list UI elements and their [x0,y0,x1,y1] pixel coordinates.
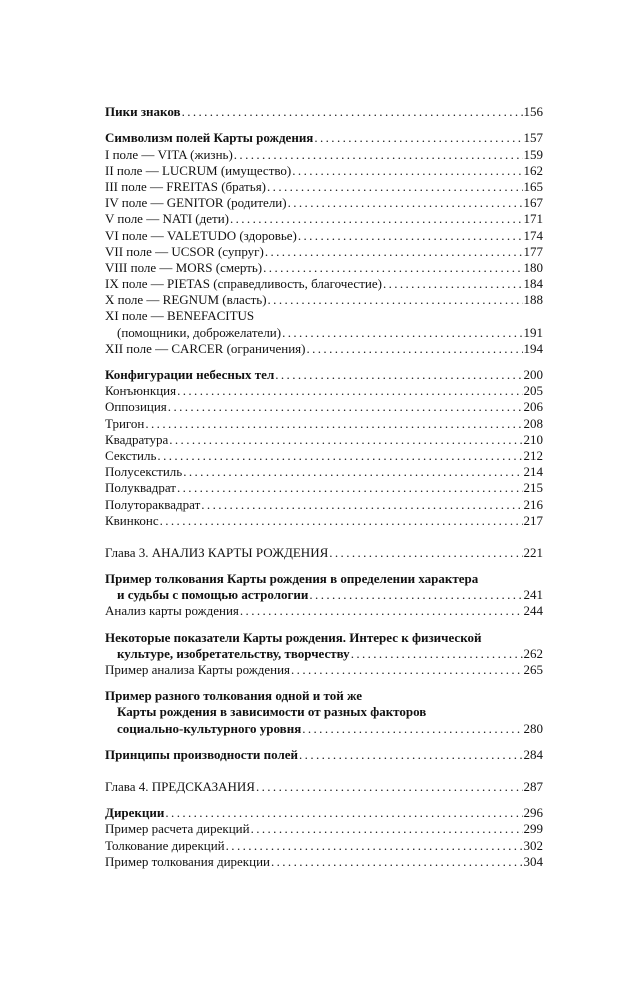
section-gap [105,737,543,747]
toc-entry [105,260,543,276]
toc-entry [105,821,543,837]
toc-entry [105,464,543,480]
toc-entry-page: 165 [523,178,543,194]
toc-entry [105,662,543,678]
dot-leader [177,480,523,496]
toc-entry [105,211,543,227]
table-of-contents [105,104,543,870]
toc-entry-page: 296 [523,805,543,821]
toc-entry-page: 215 [523,480,543,496]
section-gap [105,678,543,688]
toc-entry [105,195,543,211]
toc-entry-page: 304 [523,853,543,869]
dot-leader [201,497,522,513]
toc-entry [105,399,543,415]
dot-leader [169,432,522,448]
dot-leader [302,721,522,737]
dot-leader [309,587,522,603]
toc-entry [105,276,543,292]
toc-entry [105,383,543,399]
toc-entry-page: 188 [523,292,543,308]
toc-entry-title: Полусекстиль [105,464,183,480]
toc-entry-title: Некоторые показатели Карты рождения. Интерес к физической [105,629,482,645]
dot-leader [168,399,523,415]
toc-entry-title: IX поле — PIETAS (справедливость, благочестие) [105,276,382,292]
toc-entry-title: социально-культурного уровня [117,720,302,736]
toc-entry [105,720,543,736]
toc-entry-page: 191 [523,324,543,340]
toc-entry [105,480,543,496]
section-gap [105,561,543,571]
dot-leader [351,646,523,662]
toc-entry [105,415,543,431]
toc-entry-page: 244 [523,603,543,619]
dot-leader [291,662,522,678]
toc-entry-title: Глава 3. АНАЛИЗ КАРТЫ РОЖДЕНИЯ [105,544,329,560]
toc-entry [105,448,543,464]
toc-entry-page: 210 [523,431,543,447]
dot-leader [306,341,522,357]
toc-entry-title: (помощники, доброжелатели) [117,324,282,340]
toc-entry [105,629,543,645]
toc-entry [105,163,543,179]
toc-entry-title: X поле — REGNUM (власть) [105,292,267,308]
section-gap [105,795,543,805]
dot-leader [145,416,522,432]
toc-entry [105,244,543,260]
dot-leader [157,448,522,464]
toc-entry-title: IV поле — GENITOR (родители) [105,195,287,211]
toc-entry-title: Пример расчета дирекций [105,821,250,837]
toc-entry-page: 180 [523,259,543,275]
toc-entry [105,496,543,512]
dot-leader [240,603,523,619]
toc-entry [105,545,543,561]
toc-entry [105,227,543,243]
toc-entry-title: Квадратура [105,431,169,447]
toc-entry-title: Символизм полей Карты рождения [105,130,314,146]
toc-entry-title: Квинконс [105,512,159,528]
section-gap [105,357,543,367]
toc-entry-page: 212 [523,447,543,463]
toc-entry-page: 205 [523,383,543,399]
toc-entry [105,146,543,162]
section-gap [105,120,543,130]
toc-entry-page: 241 [523,587,543,603]
toc-entry [105,571,543,587]
toc-entry-page: 171 [523,211,543,227]
dot-leader [298,228,523,244]
toc-entry-page: 194 [523,340,543,356]
toc-entry-title: Толкование дирекций [105,837,225,853]
dot-leader [230,211,523,227]
toc-entry-title: Пример разного толкования одной и той же [105,688,362,704]
toc-entry-title: Принципы производности полей [105,746,299,762]
toc-entry-page: 174 [523,227,543,243]
toc-entry-title: культуре, изобретательству, творчеству [117,645,350,661]
toc-entry [105,324,543,340]
toc-entry-title: VI поле — VALETUDO (здоровье) [105,227,297,243]
dot-leader [234,147,523,163]
dot-leader [183,464,522,480]
toc-entry [105,646,543,662]
toc-entry [105,341,543,357]
toc-entry-title: Пример анализа Карты рождения [105,662,291,677]
dot-leader [177,383,522,399]
toc-entry-title: Пример толкования Карты рождения в определении характера [105,571,479,587]
toc-entry-title: Секстиль [105,447,157,463]
toc-entry-title: VIII поле — MORS (смерть) [105,259,263,275]
toc-entry-title: и судьбы с помощью астрологии [117,587,309,603]
toc-entry-title: Дирекции [105,805,165,821]
toc-entry-page: 177 [523,243,543,259]
toc-entry-page: 221 [523,544,543,560]
toc-entry-title: Конъюнкция [105,383,177,399]
toc-entry-page: 167 [523,195,543,211]
toc-entry [105,779,543,795]
dot-leader [182,104,523,120]
toc-entry [105,837,543,853]
toc-entry-page: 265 [523,662,543,677]
toc-entry-page: 302 [523,837,543,853]
toc-entry-title: Конфигурации небесных тел [105,367,275,382]
dot-leader [383,276,523,292]
dot-leader [263,260,522,276]
toc-entry-page: 216 [523,496,543,512]
toc-entry-title: Полутораквадрат [105,496,201,512]
dot-leader [271,854,523,870]
toc-entry-page: 200 [523,367,543,382]
toc-entry [105,367,543,383]
dot-leader [275,367,522,383]
toc-entry-title: VII поле — UCSOR (супруг) [105,243,264,259]
toc-entry-title: Карты рождения в зависимости от разных факторов [117,704,427,720]
dot-leader [314,130,522,146]
toc-entry-title: Пример толкования дирекции [105,853,270,869]
section-gap [105,529,543,545]
toc-entry-title: Глава 4. ПРЕДСКАЗАНИЯ [105,778,255,794]
toc-entry [105,513,543,529]
dot-leader [288,195,523,211]
dot-leader [160,513,523,529]
toc-entry-title: I поле — VITA (жизнь) [105,146,233,162]
toc-entry-page: 299 [523,821,543,837]
toc-entry-title: V поле — NATI (дети) [105,211,229,227]
toc-entry-page: 214 [523,464,543,480]
toc-entry-title: III поле — FREITAS (братья) [105,178,267,194]
toc-entry-title: XII поле — CARCER (ограничения) [105,340,306,356]
toc-entry-title: Анализ карты рождения [105,603,239,619]
toc-entry-page: 208 [523,415,543,431]
dot-leader [256,779,523,795]
dot-leader [165,805,522,821]
dot-leader [251,821,523,837]
dot-leader [299,747,522,763]
dot-leader [282,325,522,341]
section-gap [105,619,543,629]
toc-entry-page: 262 [523,645,543,661]
dot-leader [292,163,522,179]
toc-entry-page: 280 [523,720,543,736]
toc-entry [105,747,543,763]
dot-leader [329,545,522,561]
toc-entry [105,587,543,603]
dot-leader [265,244,523,260]
toc-entry-page: 156 [523,104,543,120]
toc-entry [105,130,543,146]
toc-entry-page: 217 [523,512,543,528]
toc-entry-page: 206 [523,399,543,415]
toc-entry-title: Пики знаков [105,104,181,120]
toc-entry-title: Тригон [105,415,145,431]
dot-leader [268,292,523,308]
toc-entry-page: 184 [523,276,543,292]
toc-entry [105,704,543,720]
toc-entry [105,292,543,308]
toc-entry-page: 157 [523,130,543,146]
toc-entry-page: 162 [523,162,543,178]
toc-entry [105,805,543,821]
toc-entry [105,308,543,324]
toc-entry [105,854,543,870]
toc-entry-title: Оппозиция [105,399,167,415]
toc-entry [105,104,543,120]
toc-entry-page: 159 [523,146,543,162]
toc-entry-page: 287 [523,778,543,794]
section-gap [105,763,543,779]
toc-entry-title: Полуквадрат [105,480,176,496]
toc-entry [105,432,543,448]
toc-entry-title: XI поле — BENEFACITUS [105,308,255,324]
dot-leader [267,179,522,195]
toc-entry [105,688,543,704]
toc-entry [105,603,543,619]
toc-entry-page: 284 [523,746,543,762]
toc-entry-title: II поле — LUCRUM (имущество) [105,162,292,178]
toc-entry [105,179,543,195]
dot-leader [226,838,523,854]
